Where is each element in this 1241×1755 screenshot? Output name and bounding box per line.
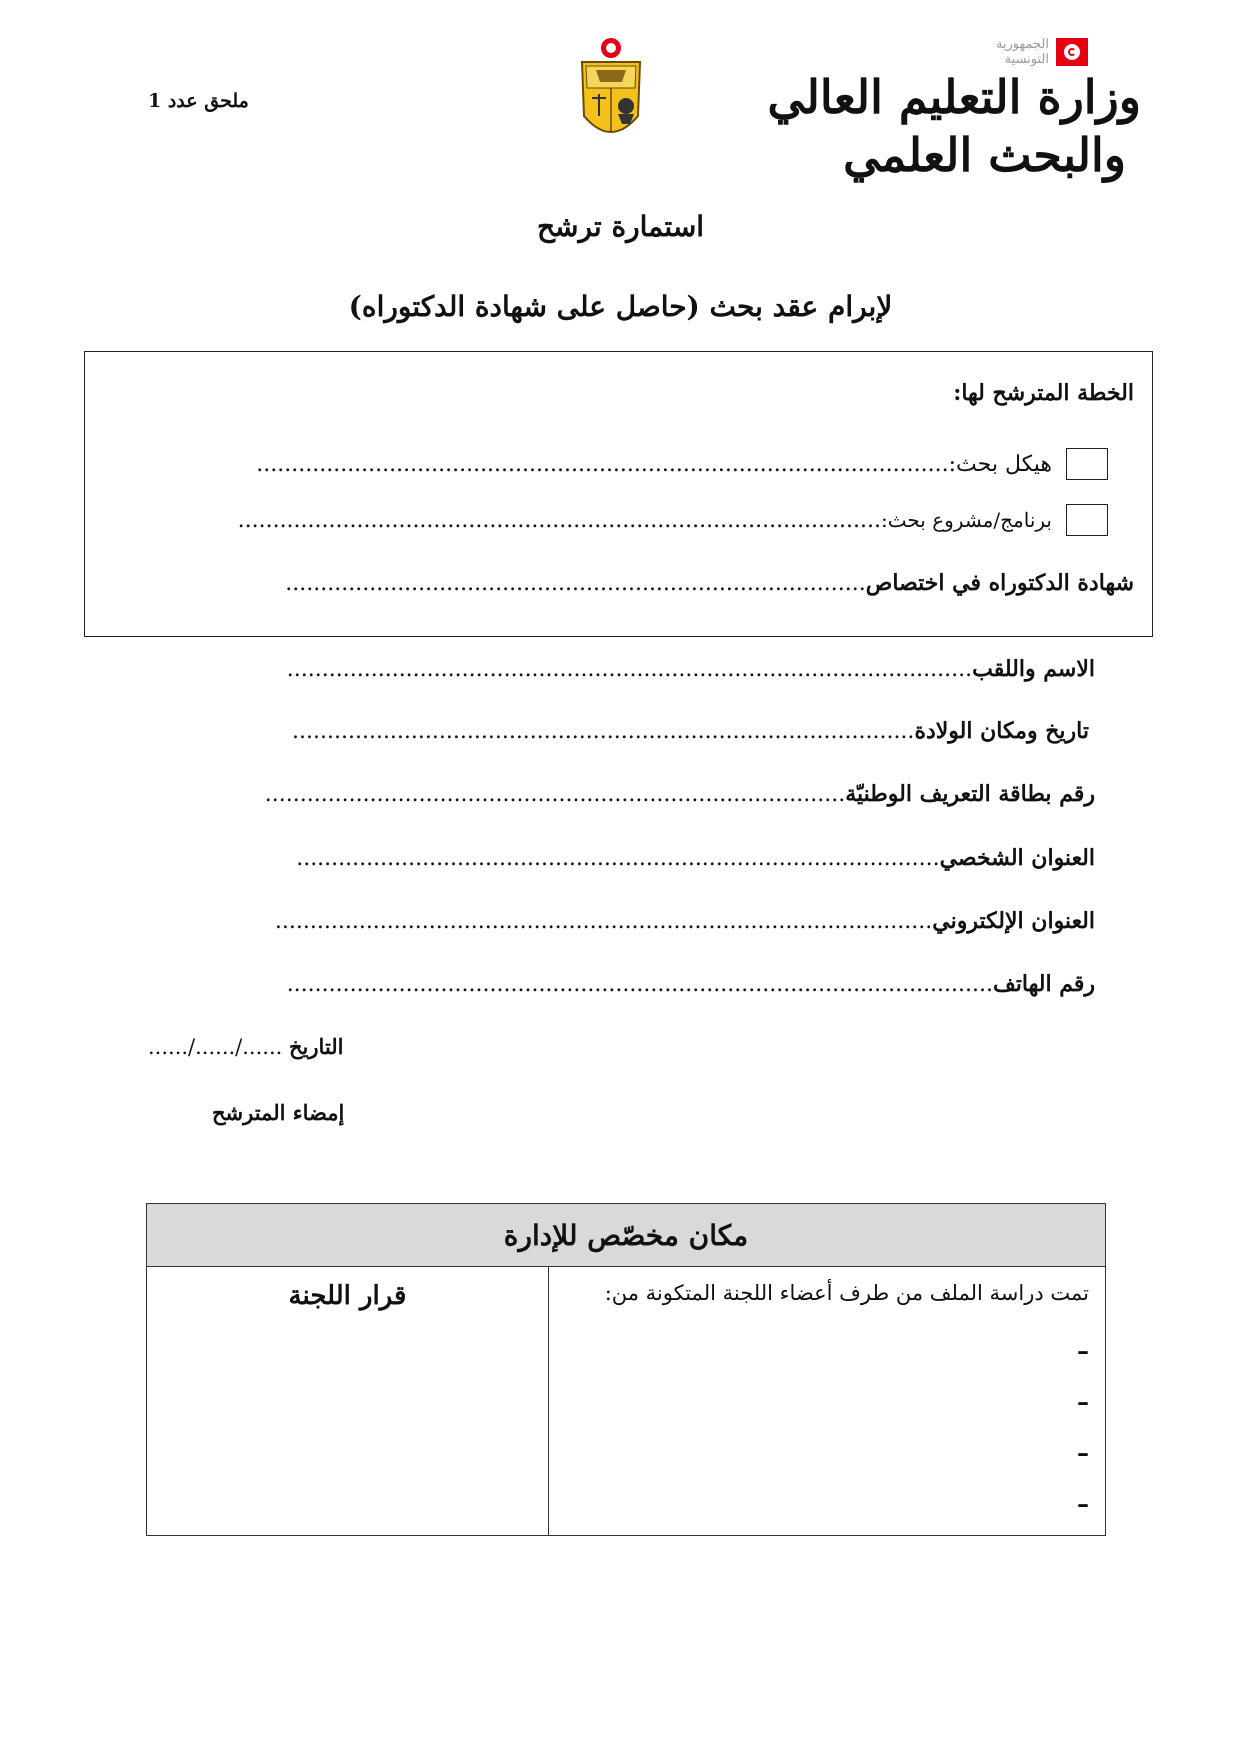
- full-name-row: [287, 656, 1095, 682]
- ministry-name-line-1: وزارة التعليم العالي: [767, 70, 1141, 124]
- email-dots[interactable]: ..............................................................................................: [274, 909, 933, 934]
- date-value[interactable]: ....../....../......: [148, 1035, 283, 1059]
- full-name-label: الاسم واللقب: [972, 656, 1095, 682]
- national-id-label: رقم بطاقة التعريف الوطنيّة: [845, 781, 1095, 807]
- administration-table: [146, 1203, 1106, 1536]
- republic-line-1: الجمهورية: [995, 37, 1049, 52]
- committee-members-cell: [549, 1267, 1106, 1536]
- republic-label: [969, 37, 1049, 67]
- committee-member-2[interactable]: –: [1077, 1387, 1089, 1416]
- doctorate-specialty-label: شهادة الدكتوراه في اختصاص: [865, 570, 1134, 596]
- research-program-dots[interactable]: ............................................................................................: [237, 507, 881, 533]
- option-research-structure: [256, 448, 1108, 480]
- research-structure-checkbox[interactable]: [1066, 448, 1108, 480]
- committee-member-3[interactable]: –: [1077, 1438, 1089, 1467]
- birth-date-place-dots[interactable]: .........................................................................................: [292, 719, 915, 744]
- email-label: العنوان الإلكتروني: [932, 908, 1095, 934]
- annex-label: ملحق عدد 1: [148, 90, 249, 112]
- plan-heading: الخطة المترشح لها:: [953, 380, 1134, 406]
- birth-date-place-row: [292, 718, 1089, 744]
- doctorate-specialty-dots[interactable]: ...................................................................................: [285, 571, 866, 596]
- research-structure-label: هيكل بحث:: [948, 451, 1052, 477]
- tunisia-coat-of-arms: [572, 36, 650, 152]
- personal-address-dots[interactable]: ............................................................................................: [296, 846, 940, 871]
- personal-address-label: العنوان الشخصي: [939, 845, 1095, 871]
- candidate-signature-label: إمضاء المترشح: [212, 1100, 345, 1125]
- personal-address-row: [296, 845, 1095, 871]
- form-title: استمارة ترشح: [536, 210, 705, 243]
- research-program-checkbox[interactable]: [1066, 504, 1108, 536]
- ministry-name-line-2: والبحث العلمي: [843, 128, 1126, 182]
- committee-decision-label: قرار اللجنة: [288, 1281, 407, 1311]
- date-label: التاريخ: [289, 1034, 344, 1059]
- administration-header: مكان مخصّص للإدارة: [147, 1204, 1106, 1267]
- phone-dots[interactable]: .....................................................................................................: [286, 972, 993, 997]
- birth-date-place-label: تاريخ ومكان الولادة: [914, 718, 1089, 744]
- committee-decision-cell[interactable]: [147, 1267, 549, 1536]
- date-row: [148, 1034, 344, 1059]
- republic-line-2: التونسية: [1004, 52, 1049, 67]
- form-subtitle: لإبرام عقد بحث (حاصل على شهادة الدكتوراه): [348, 290, 893, 323]
- committee-intro: تمت دراسة الملف من طرف أعضاء اللجنة المتكونة من:: [604, 1281, 1089, 1305]
- tunisia-flag-icon: [1056, 38, 1088, 66]
- research-program-label: برنامج/مشروع بحث:: [880, 508, 1052, 532]
- committee-member-1[interactable]: –: [1077, 1336, 1089, 1365]
- research-structure-dots[interactable]: ...................................................................................................: [256, 451, 949, 477]
- phone-row: [287, 971, 1095, 997]
- plan-section: [84, 351, 1153, 637]
- email-row: [275, 908, 1095, 934]
- full-name-dots[interactable]: ..................................................................................................: [286, 657, 973, 682]
- national-id-row: [265, 781, 1095, 807]
- phone-label: رقم الهاتف: [993, 971, 1095, 997]
- option-research-program: [238, 504, 1108, 536]
- committee-member-4[interactable]: –: [1077, 1489, 1089, 1518]
- national-id-dots[interactable]: ...................................................................................: [264, 782, 846, 807]
- doctorate-specialty-row: [285, 570, 1134, 596]
